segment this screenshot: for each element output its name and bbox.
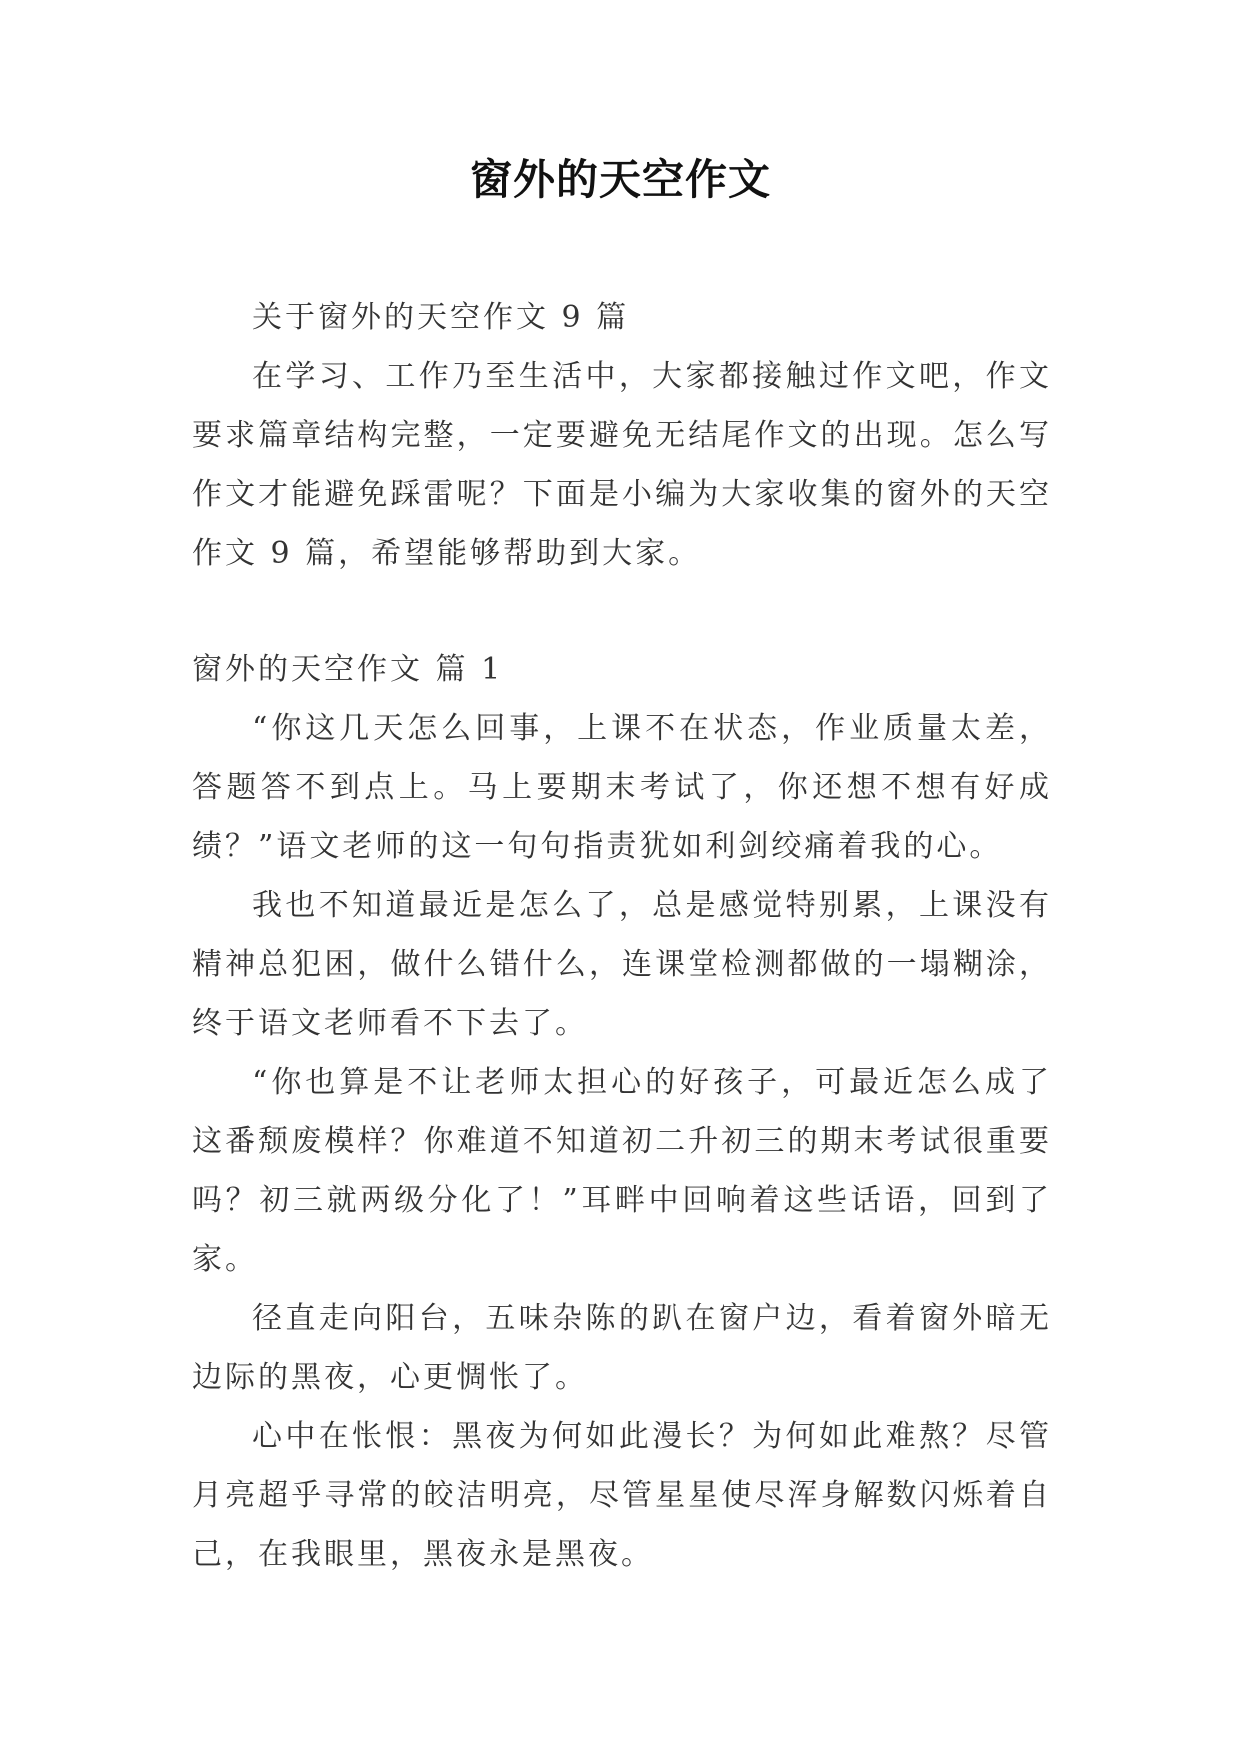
intro-subtitle: 关于窗外的天空作文 9 篇: [252, 300, 630, 335]
article-paragraph: “你这几天怎么回事，上课不在状态，作业质量太差，答题答不到点上。马上要期末考试了，你还想不想有好成绩？”语文老师的这一句句指责犹如利剑绞痛着我的心。: [192, 711, 1052, 864]
article-heading: 窗外的天空作文 篇 1: [192, 652, 504, 687]
article-paragraph: 径直走向阳台，五味杂陈的趴在窗户边，看着窗外暗无边际的黑夜，心更惆怅了。: [192, 1301, 1052, 1395]
article-paragraph: 心中在怅恨：黑夜为何如此漫长？为何如此难熬？尽管月亮超乎寻常的皎洁明亮，尽管星星使尽浑身解数闪烁着自己，在我眼里，黑夜永是黑夜。: [192, 1419, 1052, 1572]
document-title: 窗外的天空作文: [469, 155, 771, 204]
article-paragraph: 我也不知道最近是怎么了，总是感觉特别累，上课没有精神总犯困，做什么错什么，连课堂检测都做的一塌糊涂，终于语文老师看不下去了。: [192, 888, 1052, 1041]
article-paragraph: “你也算是不让老师太担心的好孩子，可最近怎么成了这番颓废模样？你难道不知道初二升初三的期末考试很重要吗？初三就两级分化了！”耳畔中回响着这些话语，回到了家。: [192, 1065, 1052, 1277]
article-section: [192, 640, 1052, 1584]
intro-paragraph: 在学习、工作乃至生活中，大家都接触过作文吧，作文要求篇章结构完整，一定要避免无结尾作文的出现。怎么写作文才能避免踩雷呢？下面是小编为大家收集的窗外的天空作文 9 篇，希望能够帮助到大家。: [192, 359, 1052, 571]
intro-section: [192, 288, 1052, 583]
